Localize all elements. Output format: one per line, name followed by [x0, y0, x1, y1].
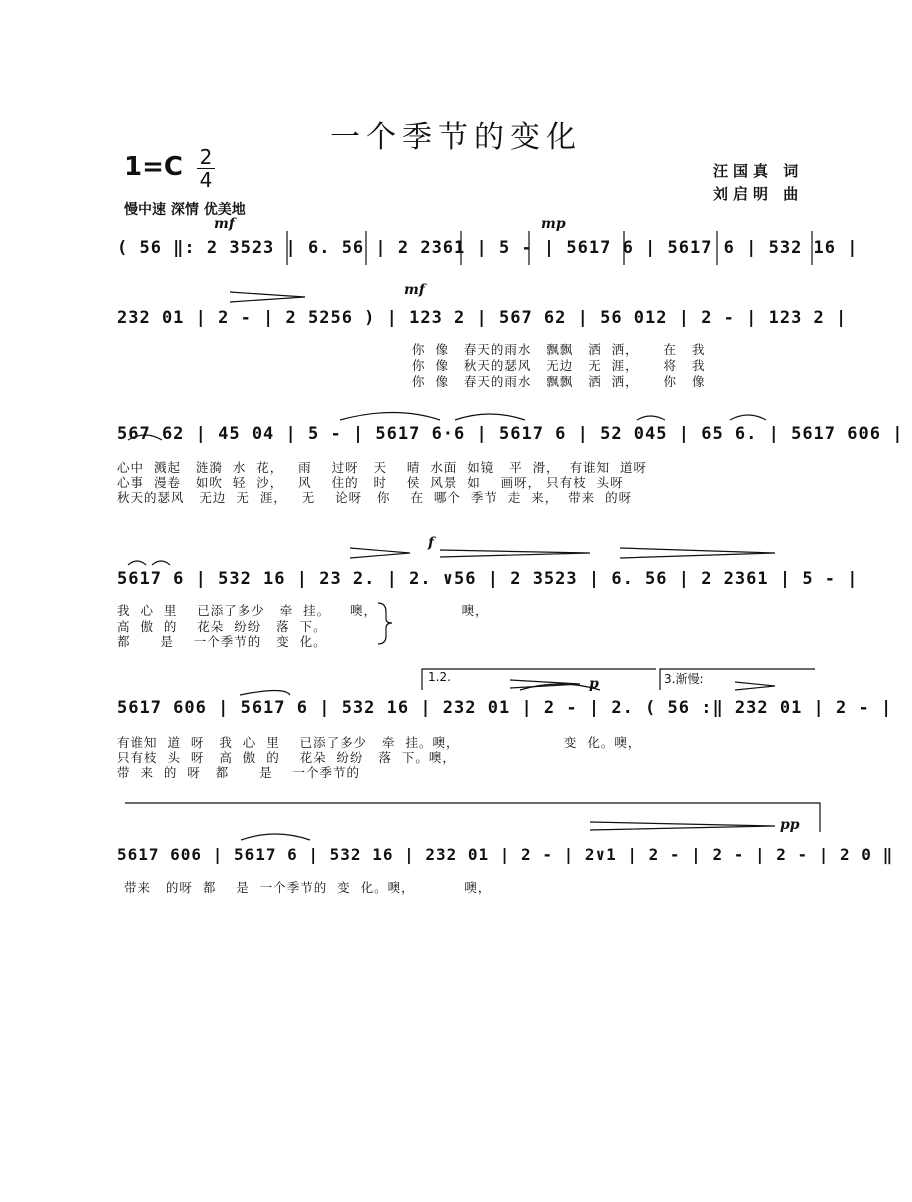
song-title: 一个季节的变化 [330, 120, 582, 155]
hairpin-decrescendo [590, 822, 775, 830]
lyric-line: 心中 溅起 涟漪 水 花， 雨 过呀 天 晴 水面 如镜 平 滑， 有谁知 道呀 [117, 460, 648, 475]
key-signature: 1=C [124, 152, 183, 182]
lyric-line: 带来 的呀 都 是 一个季节的 变 化。噢， 噢， [124, 880, 492, 895]
dynamic-mf-2: mf [404, 282, 425, 298]
composer-credit: 刘启明 曲 [713, 185, 804, 203]
lyricist-credit: 汪国真 词 [713, 162, 804, 180]
lyric-line: 都 是 一个季节的 变 化。 [117, 634, 327, 649]
hairpin-decrescendo [735, 682, 775, 690]
meter-top: 2 [199, 145, 213, 169]
slur [340, 413, 440, 421]
notation-line: 5617 606 | 5617 6 | 532 16 | 232 01 | 2 - | 2. ( 56 :‖ 232 01 | 2 - | [117, 698, 893, 718]
notation-line: 5617 606 | 5617 6 | 532 16 | 232 01 | 2 - | 2∨1 | 2 - | 2 - | 2 - | 2 0 ‖ [117, 845, 894, 864]
hairpin-decrescendo [350, 548, 410, 558]
notation-line: 232 01 | 2 - | 2 5256 ) | 123 2 | 567 62 | 56 012 | 2 - | 123 2 | [117, 308, 848, 328]
hairpin-decrescendo [510, 680, 580, 688]
meter-bottom: 4 [199, 168, 213, 192]
dynamic-pp: pp [780, 817, 800, 833]
lyric-line: 高 傲 的 花朵 纷纷 落 下。 [117, 619, 327, 634]
volta-bracket-first [422, 669, 656, 690]
slur [240, 691, 290, 696]
slur [241, 834, 310, 840]
lyric-line: 秋天的瑟风 无边 无 涯， 无 论呀 你 在 哪个 季节 走 来， 带来 的呀 [117, 490, 633, 505]
slur [455, 414, 525, 420]
volta-first-ending: 1.2. [428, 670, 451, 684]
notation-line: ( 56 ‖: 2 3523 | 6. 56 | 2 2361 | 5 - | 5617 6 | 5617 6 | 532 16 | [117, 238, 859, 258]
hairpin-decrescendo [620, 548, 775, 558]
dynamic-f: f [428, 535, 435, 551]
lyric-line: 我 心 里 已添了多少 牵 挂。 噢， 噢， [117, 603, 489, 618]
slur [637, 416, 665, 420]
time-signature [195, 146, 217, 191]
dynamic-p: p [589, 676, 599, 692]
lyric-line: 只有枝 头 呀 高 傲 的 花朵 纷纷 落 下。噢， [117, 750, 456, 765]
notation-line: 5617 6 | 532 16 | 23 2. | 2. ∨56 | 2 3523 | 6. 56 | 2 2361 | 5 - | [117, 569, 859, 589]
lyric-line: 你 像 春天的雨水 飘飘 洒 洒， 你 像 [412, 374, 706, 389]
tempo-marking: 慢中速 深情 优美地 [124, 202, 246, 218]
hairpin-decrescendo [230, 292, 305, 302]
lyric-line: 心事 漫卷 如吹 轻 沙， 风 住的 时 侯 风景 如 画呀， 只有枝 头呀 [117, 475, 624, 490]
slur [730, 415, 766, 420]
volta-third-ending: 3.渐慢: [664, 672, 704, 686]
lyric-line: 带 来 的 呀 都 是 一个季节的 [117, 765, 360, 780]
lyric-line: 你 像 秋天的瑟风 无边 无 涯， 将 我 [412, 358, 706, 373]
hairpin-decrescendo [440, 550, 590, 557]
dynamic-mp: mp [541, 216, 566, 232]
ending-bracket [125, 803, 820, 832]
dynamic-mf-1: mf [214, 216, 235, 232]
slur [152, 561, 170, 565]
lyric-line: 有谁知 道 呀 我 心 里 已添了多少 牵 挂。噢， 变 化。噢， [117, 735, 642, 750]
lyric-line: 你 像 春天的雨水 飘飘 洒 洒， 在 我 [412, 342, 706, 357]
slur [520, 684, 600, 690]
slur [128, 561, 146, 565]
notation-line: 567 62 | 45 04 | 5 - | 5617 6·6 | 5617 6 | 52 045 | 65 6. | 5617 606 | [117, 424, 904, 444]
